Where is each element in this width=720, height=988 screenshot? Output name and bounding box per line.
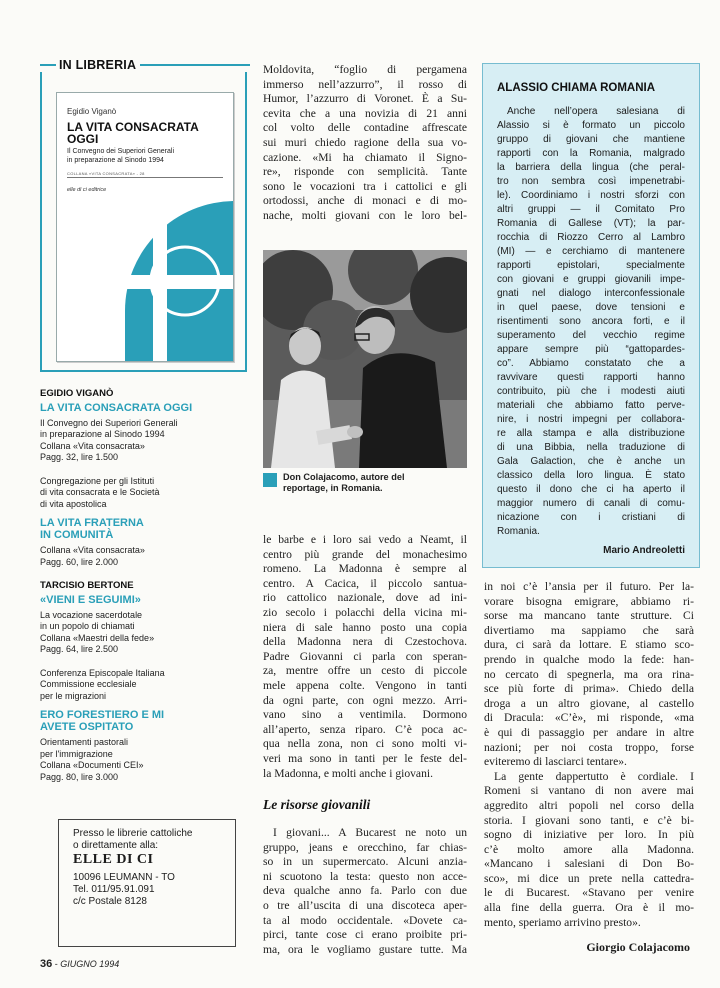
text-line: mele appena colte. Vengono in tanti <box>263 678 467 692</box>
entry-line: di vita apostolica <box>40 498 107 509</box>
text-line: vano sino a ventimila. Dormono <box>263 708 467 722</box>
left-column <box>40 58 250 783</box>
cover-collana: COLLANA «VITA CONSACRATA» - 28 <box>67 171 145 176</box>
text-line: nache, molti giovani con le loro bel- <box>263 208 467 222</box>
book-cover <box>56 92 234 362</box>
entry-title-line: ERO FORESTIERO E MI <box>40 709 165 721</box>
text-line: divertiamo ma sappiamo che sarà <box>484 623 694 637</box>
text-line: sono le vocazioni tra i cattolici e gli <box>263 179 467 193</box>
sidebar-line: rapporti con la Romania, malgrado <box>497 148 685 159</box>
sidebar-line: superamento del vecchio regime <box>497 330 685 341</box>
cover-rule <box>67 177 223 178</box>
sidebar-line: classico della loro lingua. È stato <box>497 470 685 481</box>
text-line: romeno. La Madonna è sempre al <box>263 562 467 576</box>
text-line: Moldovita, “foglio di pergamena <box>263 63 467 76</box>
book-entry <box>40 709 250 783</box>
article-column-middle-section <box>263 826 467 957</box>
entry-title-line: IN COMUNITÀ <box>40 529 114 541</box>
entry-line: Orientamenti pastorali <box>40 737 129 747</box>
sidebar-line: Romania di Gallese (VT); la par- <box>497 218 685 229</box>
sidebar-line: rapporti epistolari, specialmente <box>497 260 685 271</box>
text-line: immerso nell’azzurro”, il rosso di <box>263 77 467 91</box>
entry-line: in un popolo di chiamati <box>40 621 135 631</box>
sidebar-line: di una Bibbia, nella traduzione di <box>497 442 685 453</box>
caption-line: reportage, in Romania. <box>283 483 383 493</box>
sidebar-line: materiali che abbiamo fatto perve- <box>497 400 685 411</box>
text-line: rio cattolico nazionale, dove ad ini- <box>263 591 467 605</box>
text-line: dura, ci sarà da lottare. E stiamo sco- <box>484 638 694 652</box>
cover-cross-symbol-icon <box>57 201 234 362</box>
article-column-middle-bottom <box>263 533 467 781</box>
sidebar-line: contribuito, più che i modesti aiuti <box>497 386 685 397</box>
article-signature: Giorgio Colajacomo <box>586 940 690 954</box>
entry-line: Congregazione per gli Istituti <box>40 475 155 486</box>
section-heading-libreria <box>40 58 250 72</box>
entry-author: TARCISIO BERTONE <box>40 580 134 591</box>
sidebar-line: Anche nell’opera salesiana di <box>507 106 685 117</box>
text-line: sorse ma mancano tante strutture. Ci <box>484 609 694 623</box>
entry-line: Collana «Maestri della fede» <box>40 632 155 643</box>
text-line: Padre Giovanni ci parla con speran- <box>263 649 467 663</box>
text-line: sco», mi dice un prete nella cattedra- <box>484 871 694 885</box>
text-line: all’aperto, senza riparo. C’è poca ac- <box>263 722 467 736</box>
contact-company: ELLE DI CI <box>73 852 154 867</box>
text-line: re», risponde con semplicità. Tante <box>263 165 467 179</box>
entry-title-line: AVETE OSPITATO <box>40 721 134 733</box>
sidebar-line: la barriera della lingua (che peral- <box>497 162 685 173</box>
contact-address-line: c/c Postale 8128 <box>73 896 147 907</box>
article-column-right <box>484 580 694 930</box>
text-line: «Mancano i salesiani di Don Bo- <box>484 857 694 871</box>
text-line: qua nella zona, non ci sono molti vi- <box>263 737 467 751</box>
sidebar-line: (MI) — e cerchiamo di mantenere <box>497 246 685 257</box>
sidebar-body <box>497 105 685 539</box>
cover-publisher: elle di ci editrice <box>67 187 107 193</box>
text-line: ta al modo occidentale. «Dovete ca- <box>263 913 467 927</box>
page-number: 36 <box>40 958 53 970</box>
heading-rule <box>140 64 250 66</box>
text-line: ma, ora le vogliamo gustare tutte. Ma <box>263 942 467 956</box>
entry-title: LA VITA CONSACRATA OGGI <box>40 401 193 414</box>
sidebar-line: nicazione con i cristiani di <box>497 512 685 523</box>
text-line: Romeni si vantano di non avere mai <box>484 784 694 798</box>
text-line: za, mentre offre un cesto di piccole <box>263 664 467 678</box>
contact-intro-line: o direttamente alla: <box>73 840 159 851</box>
text-line: col volto delle contadine affrescate <box>263 121 467 135</box>
sidebar-line: risentimenti sono ancora forti, e il <box>497 316 685 327</box>
caption-line: Don Colajacomo, autore del <box>283 472 405 482</box>
book-entry <box>40 476 250 511</box>
caption-text <box>283 472 405 494</box>
entry-title <box>40 709 250 733</box>
cover-title <box>67 121 227 145</box>
sidebar-title: ALASSIO CHIAMA ROMANIA <box>497 82 656 94</box>
text-line: sce più forte di prima». Chiedo della <box>484 682 694 696</box>
text-line: è qui di passaggio per andare in altre <box>484 725 694 739</box>
text-line: I giovani... A Bucarest ne noto un <box>273 826 467 839</box>
subsection-heading: Le risorse giovanili <box>263 797 371 812</box>
text-line: gruppo, jeans e orecchino, far chias- <box>263 840 467 854</box>
footer-separator: - <box>54 959 61 969</box>
text-line: Humor, l’azzurro di Voronet. È a Su- <box>263 92 467 106</box>
book-list <box>40 388 250 783</box>
sidebar-line: re alla stampa e alla distribuzione <box>497 428 685 439</box>
entry-line: Il Convegno dei Superiori Generali <box>40 417 178 428</box>
entry-title: «VIENI E SEGUIMI» <box>40 593 141 606</box>
page-footer <box>40 958 119 970</box>
text-line: cevita che a una novizia di 21 anni <box>263 106 467 120</box>
text-line: sui muri chiedo ragione della sua vo- <box>263 135 467 149</box>
sidebar-line: appare sempre più “gattopardes- <box>497 344 685 355</box>
sidebar-line: con giovani e gruppi giovanili impe- <box>497 274 685 285</box>
sidebar-line: questo il dono che ci ha aperto il <box>497 484 685 495</box>
cover-title-line: LA VITA CONSACRATA <box>67 120 199 134</box>
text-line: droga a un altro giovane, al castello <box>484 696 694 710</box>
entry-line: Collana «Vita consacrata» <box>40 545 145 555</box>
sidebar-line: maggior numero di canali di comu- <box>497 498 685 509</box>
text-line: centro più grande del monachesimo <box>263 547 467 561</box>
sidebar-signature: Mario Andreoletti <box>603 545 685 556</box>
photo-caption <box>263 472 467 494</box>
book-entry <box>40 517 250 568</box>
sidebar-line: le). Coordiniamo i nostri sforzi con <box>497 190 685 201</box>
entry-line: Collana «Vita consacrata» <box>40 440 145 451</box>
sidebar-line: gnati nel dialogo interconfessionale <box>497 288 685 299</box>
text-line: le barbe e i loro sai vedo a Neamt, il <box>263 533 467 546</box>
heading-bar <box>40 64 56 66</box>
text-line: ni scuotono la testa: questo non acce- <box>263 869 467 883</box>
sidebar-line: altri gruppi — il Comitato Pro <box>497 204 685 215</box>
sidebar-line: in quel paese, dove tensioni e <box>497 302 685 313</box>
book-entry <box>40 388 250 464</box>
entry-title <box>40 517 250 541</box>
text-line: zio secolo i polacchi della vicina mi- <box>263 605 467 619</box>
entry-line: Pagg. 64, lire 2.500 <box>40 644 119 654</box>
entry-line: Pagg. 80, lire 3.000 <box>40 771 119 782</box>
sidebar-line: Romania. <box>497 526 540 537</box>
book-entry <box>40 668 250 703</box>
text-line: o tre all’uscita di una discoteca aper- <box>263 898 467 912</box>
entry-title-line: LA VITA FRATERNA <box>40 517 144 529</box>
contact-address-line: Tel. 011/95.91.091 <box>73 884 155 895</box>
sidebar-line: Alassio si è formato un piccolo <box>497 120 685 131</box>
sidebar-line: ravvivare questi rapporti hanno <box>497 372 685 383</box>
footer-issue: GIUGNO 1994 <box>60 959 120 969</box>
text-line: no cercato di spegnerla, ma ora rina- <box>484 667 694 681</box>
book-frame <box>40 72 247 372</box>
entry-line: Conferenza Episcopale Italiana <box>40 667 165 678</box>
caption-marker <box>263 473 277 487</box>
text-line: la Madonna, e molti anche i giovani. <box>263 766 433 780</box>
photo-priest-and-youth <box>263 250 467 468</box>
cover-author: Egidio Viganò <box>67 107 117 116</box>
cover-subtitle <box>67 148 227 165</box>
text-line: vorare bisogna emigrare, abbiamo ri- <box>484 594 694 608</box>
text-line: niera di sale hanno posto una copia <box>263 620 467 634</box>
entry-line: Commissione ecclesiale <box>40 679 137 689</box>
article-column-middle-top <box>263 63 467 224</box>
text-line: so in un supermercato. Alcuni anzia- <box>263 855 467 869</box>
entry-line: per l'immigrazione <box>40 748 113 759</box>
entry-line: di vita consacrata e le Società <box>40 487 160 497</box>
entry-line: Pagg. 32, lire 1.500 <box>40 452 119 462</box>
text-line: centro. A Cacica, il piccolo santua- <box>263 576 467 590</box>
publisher-contact-box <box>58 819 236 947</box>
entry-line: per le migrazioni <box>40 690 107 701</box>
cover-subtitle-line: Il Convegno dei Superiori Generali <box>67 148 175 155</box>
text-line: storia. I giovani sono tanti, e c’è bi- <box>484 813 694 827</box>
text-line: ortodossi, anche di monaci e di mo- <box>263 194 467 208</box>
text-line: c’è molto amore alla Madonna. <box>484 842 694 856</box>
sidebar-line: tro non sembra così impenetrabi- <box>497 176 685 187</box>
entry-line: Pagg. 60, lire 2.000 <box>40 556 119 567</box>
libreria-heading-text: IN LIBRERIA <box>59 58 137 72</box>
sidebar-line: rocchia di Riozzo Cerro al Lambro <box>497 232 685 243</box>
text-line: veri ma sono in tanti per le feste del- <box>263 751 467 765</box>
text-line: eviteremo di lasciarci tentare». <box>484 755 627 769</box>
text-line: La gente dappertutto è cordiale. I <box>494 769 694 783</box>
entry-line: La vocazione sacerdotale <box>40 609 143 620</box>
text-line: in noi c’è l’ansia per il futuro. Per la- <box>484 580 694 593</box>
sidebar-line: nire, i nostri impegni per collabora- <box>497 414 685 425</box>
text-line: prendo in qualche modo la fede: han- <box>484 652 694 666</box>
sidebar-line: gruppo di giovani che mantiene <box>497 134 685 145</box>
text-line: aggredito altri popoli nel corso della <box>484 798 694 812</box>
cover-title-line: OGGI <box>67 132 99 146</box>
entry-line: Collana «Documenti CEI» <box>40 760 144 770</box>
text-line: della Madonna nera di Czestochova. <box>263 635 467 649</box>
text-line: pirci, tante cose ci erano proibite pri- <box>263 928 467 942</box>
text-line: deva qualche anno fa. Parlo con due <box>263 884 467 898</box>
cover-subtitle-line: in preparazione al Sinodo 1994 <box>67 156 164 164</box>
text-line: sogno di iniziative per loro. In più <box>484 828 694 842</box>
entry-author: EGIDIO VIGANÒ <box>40 388 114 399</box>
text-line: di Dracula: «C’è», mi risponde, «ma <box>484 711 694 725</box>
entry-line: in preparazione al Sinodo 1994 <box>40 429 165 439</box>
sidebar-box-alassio <box>482 63 700 568</box>
text-line: nazioni; per noi costa troppo, forse <box>484 740 694 754</box>
text-line: da ogni parte, con ogni mezzo. Arri- <box>263 693 467 707</box>
contact-intro-line: Presso le librerie cattoliche <box>73 828 193 839</box>
text-line: cazione. «Mi ha chiamato il Signo- <box>263 150 467 164</box>
book-entry <box>40 580 250 656</box>
text-line: mento, speriamo arrivino presto». <box>484 915 641 929</box>
text-line: alla fine della guerra. Ora è il mo- <box>484 901 694 915</box>
contact-address-line: 10096 LEUMANN - TO <box>73 872 175 883</box>
sidebar-line: Gala Galaction, che è anche un <box>497 456 685 467</box>
text-line: le di Bucarest. «Stavano per venire <box>484 886 694 900</box>
sidebar-line: co”. Abbiamo constatato che a <box>497 358 685 369</box>
